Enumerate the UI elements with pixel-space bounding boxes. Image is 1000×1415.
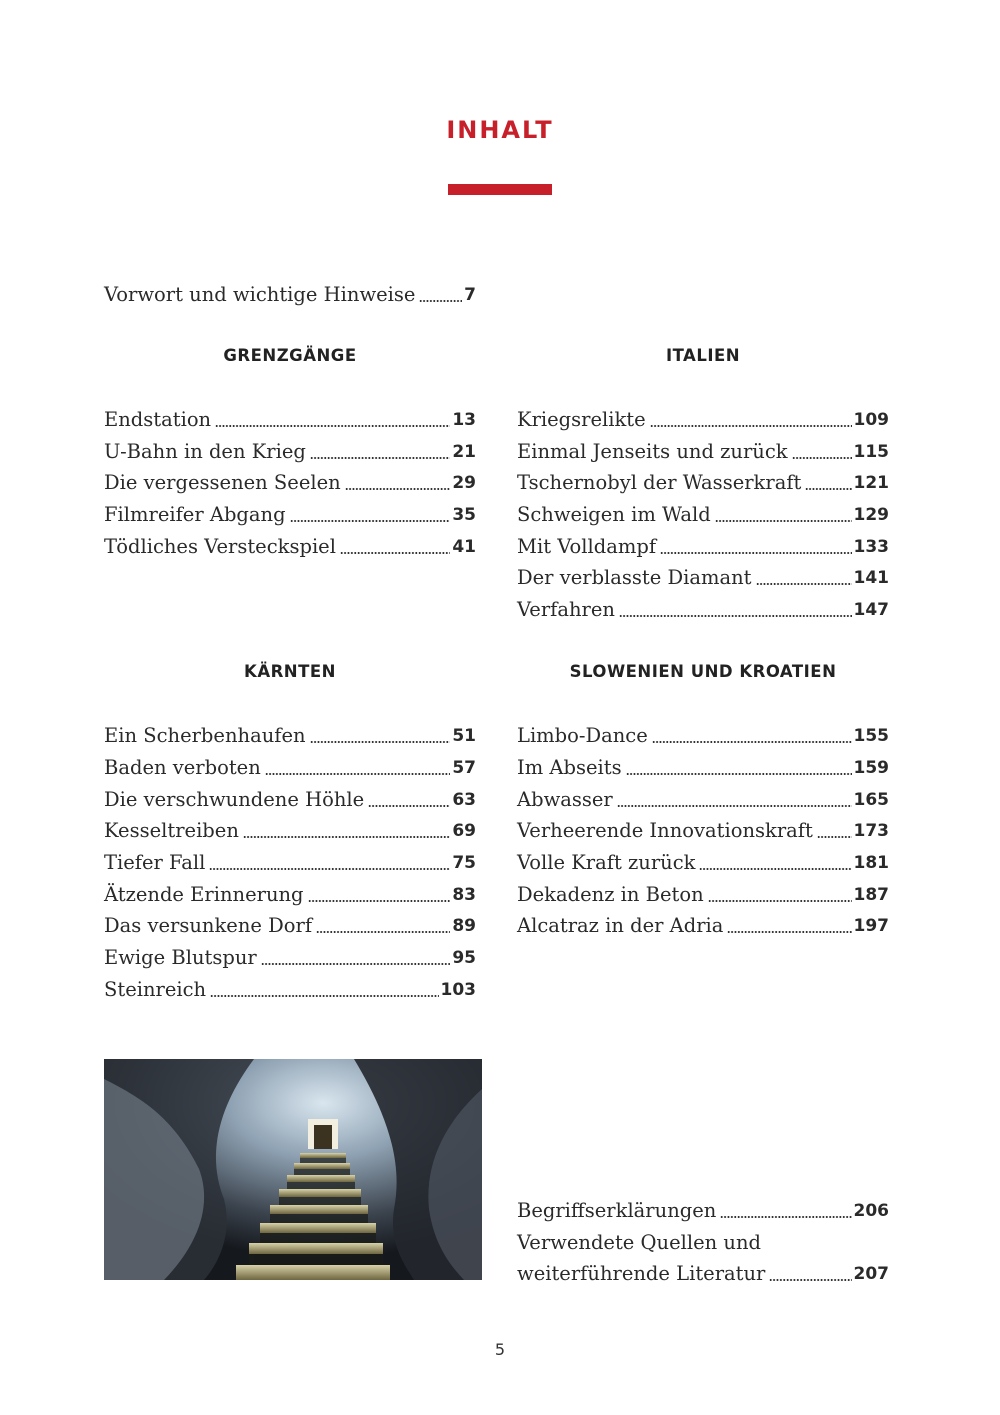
toc-entry-label: Ätzende Erinnerung: [104, 883, 304, 906]
toc-entry-page: 95: [452, 948, 476, 968]
leader-dots: [769, 1279, 851, 1281]
toc-entry-sources-line1: Verwendete Quellen und: [517, 1231, 761, 1254]
toc-entry[interactable]: [104, 816, 476, 846]
toc-entry-label: Schweigen im Wald: [517, 503, 711, 526]
toc-entry[interactable]: [517, 468, 889, 498]
toc-entry[interactable]: [517, 753, 889, 783]
toc-entry-label: Alcatraz in der Adria: [517, 914, 724, 937]
section-heading-italien: ITALIEN: [665, 346, 741, 365]
toc-entry[interactable]: [104, 975, 476, 1005]
toc-entry[interactable]: [517, 532, 889, 562]
toc-entry[interactable]: [104, 880, 476, 910]
toc-entry-label: Das versunkene Dorf: [104, 914, 313, 937]
toc-entry[interactable]: [104, 911, 476, 941]
toc-entry-label: Der verblasste Diamant: [517, 566, 752, 589]
toc-entry[interactable]: [517, 500, 889, 530]
toc-entry-page: 141: [853, 568, 889, 588]
toc-entry[interactable]: [104, 753, 476, 783]
toc-entry-label: Im Abseits: [517, 756, 622, 779]
toc-entry-page: 63: [452, 790, 476, 810]
toc-entry[interactable]: [104, 785, 476, 815]
toc-entry[interactable]: [104, 468, 476, 498]
toc-entry[interactable]: [104, 943, 476, 973]
toc-entry-page: 35: [452, 505, 476, 525]
toc-entry-page: 206: [853, 1201, 889, 1221]
leader-dots: [715, 520, 852, 522]
page-title: INHALT: [446, 116, 554, 144]
leader-dots: [265, 773, 451, 775]
leader-dots: [419, 300, 462, 302]
toc-entry-label: Kesseltreiben: [104, 819, 239, 842]
toc-entry-label: Tödliches Versteckspiel: [104, 535, 336, 558]
toc-entry-label: Verfahren: [517, 598, 615, 621]
toc-entry-page: 159: [853, 758, 889, 778]
leader-dots: [617, 805, 852, 807]
leader-dots: [345, 488, 451, 490]
toc-entry-page: 21: [452, 442, 476, 462]
toc-entry[interactable]: [104, 405, 476, 435]
toc-entry-page: 173: [853, 821, 889, 841]
toc-entry[interactable]: [517, 848, 889, 878]
leader-dots: [626, 773, 852, 775]
leader-dots: [310, 741, 451, 743]
toc-entry-page: 41: [452, 537, 476, 557]
leader-dots: [209, 868, 450, 870]
title-underline: [448, 184, 552, 195]
toc-entry-label: Ein Scherbenhaufen: [104, 724, 306, 747]
toc-entry-page: 121: [853, 473, 889, 493]
toc-entry-label: Dekadenz in Beton: [517, 883, 704, 906]
toc-entry-page: 133: [853, 537, 889, 557]
toc-entry[interactable]: [104, 437, 476, 467]
toc-entry[interactable]: [517, 563, 889, 593]
toc-entry[interactable]: [104, 721, 476, 751]
toc-entry[interactable]: [104, 848, 476, 878]
leader-dots: [699, 868, 851, 870]
toc-entry-label: Baden verboten: [104, 756, 261, 779]
leader-dots: [368, 805, 450, 807]
toc-entry-page: 187: [853, 885, 889, 905]
leader-dots: [708, 900, 852, 902]
toc-entry-page: 181: [853, 853, 889, 873]
toc-entry[interactable]: [517, 880, 889, 910]
toc-entry[interactable]: [517, 785, 889, 815]
toc-entry-label: Mit Volldampf: [517, 535, 657, 558]
toc-entry-label: Ewige Blutspur: [104, 946, 257, 969]
toc-entry-page: 89: [452, 916, 476, 936]
leader-dots: [756, 583, 852, 585]
toc-entry-page: 51: [452, 726, 476, 746]
leader-dots: [650, 425, 852, 427]
leader-dots: [290, 520, 451, 522]
toc-entry-label: Vorwort und wichtige Hinweise: [104, 283, 416, 306]
toc-entry-page: 165: [853, 790, 889, 810]
toc-entry-page: 109: [853, 410, 889, 430]
leader-dots: [243, 836, 450, 838]
toc-entry-page: 155: [853, 726, 889, 746]
toc-entry-label: Volle Kraft zurück: [517, 851, 696, 874]
toc-entry-page: 7: [464, 285, 476, 305]
toc-entry-page: 29: [452, 473, 476, 493]
toc-entry-page: 75: [452, 853, 476, 873]
toc-entry-label: Kriegsrelikte: [517, 408, 646, 431]
leader-dots: [210, 995, 438, 997]
toc-entry-label: Abwasser: [517, 788, 613, 811]
toc-entry[interactable]: [104, 500, 476, 530]
toc-entry[interactable]: [517, 595, 889, 625]
toc-entry-page: 57: [452, 758, 476, 778]
toc-entry-label: Steinreich: [104, 978, 207, 1001]
toc-entry-label: Tiefer Fall: [104, 851, 206, 874]
leader-dots: [817, 836, 852, 838]
toc-entry-page: 197: [853, 916, 889, 936]
toc-entry-page: 207: [853, 1264, 889, 1284]
tunnel-stairs-photo: [104, 1059, 482, 1280]
section-heading-kaernten: KÄRNTEN: [244, 662, 336, 681]
leader-dots: [720, 1216, 851, 1218]
leader-dots: [727, 931, 851, 933]
toc-entry[interactable]: [517, 437, 889, 467]
toc-entry-label: Verheerende Innovationskraft: [517, 819, 813, 842]
page-number: 5: [494, 1340, 506, 1359]
toc-entry-page: 115: [853, 442, 889, 462]
toc-entry[interactable]: [104, 532, 476, 562]
toc-entry-label: U-Bahn in den Krieg: [104, 440, 306, 463]
section-heading-grenzgaenge: GRENZGÄNGE: [223, 346, 357, 365]
toc-entry-label: Die verschwundene Höhle: [104, 788, 365, 811]
toc-entry-sources[interactable]: [517, 1259, 889, 1289]
toc-entry-page: 147: [853, 600, 889, 620]
toc-entry-label: Begriffserklärungen: [517, 1199, 717, 1222]
toc-entry-glossary[interactable]: [517, 1196, 889, 1226]
toc-entry-intro[interactable]: [104, 280, 476, 310]
leader-dots: [660, 552, 851, 554]
toc-entry-label: Filmreifer Abgang: [104, 503, 286, 526]
toc-entry-label: Endstation: [104, 408, 212, 431]
leader-dots: [652, 741, 852, 743]
toc-entry[interactable]: [517, 911, 889, 941]
toc-entry[interactable]: [517, 721, 889, 751]
toc-entry[interactable]: [517, 405, 889, 435]
leader-dots: [310, 457, 450, 459]
leader-dots: [619, 615, 852, 617]
toc-entry-label: Einmal Jenseits und zurück: [517, 440, 788, 463]
leader-dots: [340, 552, 450, 554]
toc-entry-page: 83: [452, 885, 476, 905]
toc-entry-page: 13: [452, 410, 476, 430]
leader-dots: [805, 488, 851, 490]
toc-entry-page: 129: [853, 505, 889, 525]
toc-entry-label: Die vergessenen Seelen: [104, 471, 341, 494]
leader-dots: [316, 931, 450, 933]
toc-entry-page: 69: [452, 821, 476, 841]
toc-entry-label: Limbo-Dance: [517, 724, 648, 747]
leader-dots: [308, 900, 451, 902]
section-heading-slowenien: SLOWENIEN UND KROATIEN: [569, 662, 837, 681]
toc-entry[interactable]: [517, 816, 889, 846]
leader-dots: [792, 457, 852, 459]
toc-entry-label: weiterführende Literatur: [517, 1262, 766, 1285]
toc-entry-page: 103: [440, 980, 476, 1000]
leader-dots: [215, 425, 450, 427]
toc-entry-label: Tschernobyl der Wasserkraft: [517, 471, 802, 494]
leader-dots: [261, 963, 451, 965]
